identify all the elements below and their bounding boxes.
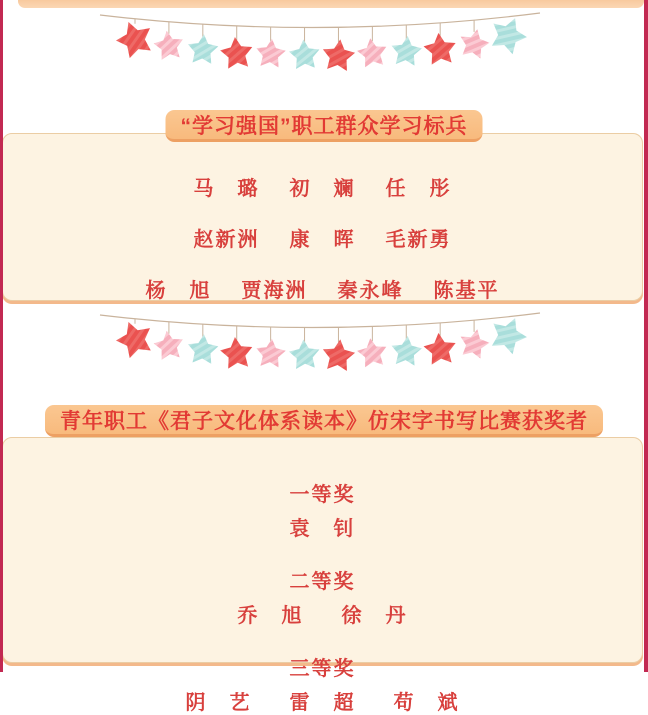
- winner-name: 徐 丹: [341, 605, 408, 627]
- award-tier-group: [186, 652, 460, 715]
- award-tier-label: 一等奖: [289, 484, 356, 506]
- page-border-left: [0, 0, 3, 672]
- award-panel-1: [2, 133, 643, 301]
- award-tier-group: [238, 565, 408, 628]
- award-panel-2: [2, 437, 643, 714]
- section-title-badge-2: [45, 405, 603, 437]
- winner-name: 乔 旭: [237, 605, 304, 627]
- winner-name: 杨 旭: [145, 280, 212, 302]
- previous-panel-bottom-edge: [18, 0, 644, 8]
- award-tier-label: 二等奖: [289, 571, 356, 593]
- winner-name: 陈基平: [433, 280, 500, 302]
- winner-name: 贾海洲: [241, 280, 308, 302]
- star-garland-top: [0, 5, 648, 83]
- winner-name: 初 斓: [289, 178, 356, 200]
- winner-name: 秦永峰: [337, 280, 404, 302]
- award-tier-groups: [3, 438, 642, 715]
- section-title-1: “学习强国”职工群众学习标兵: [180, 114, 468, 138]
- star-garland-middle: [0, 305, 648, 383]
- winner-row: [194, 172, 452, 201]
- winner-name: 苟 斌: [393, 692, 460, 714]
- winner-name: 赵新洲: [193, 229, 260, 251]
- winner-name: 任 彤: [385, 178, 452, 200]
- winner-row: [146, 274, 500, 303]
- winner-name: 袁 钊: [289, 518, 356, 540]
- winner-row: [290, 512, 356, 541]
- winner-name: 阴 艺: [185, 692, 252, 714]
- winner-row: [238, 599, 408, 628]
- award-tier-group: [290, 478, 356, 541]
- winner-row: [186, 686, 460, 715]
- winner-name: 康 晖: [289, 229, 356, 251]
- page-border-right: [644, 0, 648, 672]
- winner-name: 毛新勇: [385, 229, 452, 251]
- winner-row: [194, 223, 452, 252]
- award-tier-label: 三等奖: [289, 658, 356, 680]
- winner-name-rows: [3, 134, 642, 303]
- winner-name: 马 璐: [193, 178, 260, 200]
- section-title-2: 青年职工《君子文化体系读本》仿宋字书写比赛获奖者: [60, 409, 588, 433]
- section-title-badge-1: [166, 110, 483, 142]
- winner-name: 雷 超: [289, 692, 356, 714]
